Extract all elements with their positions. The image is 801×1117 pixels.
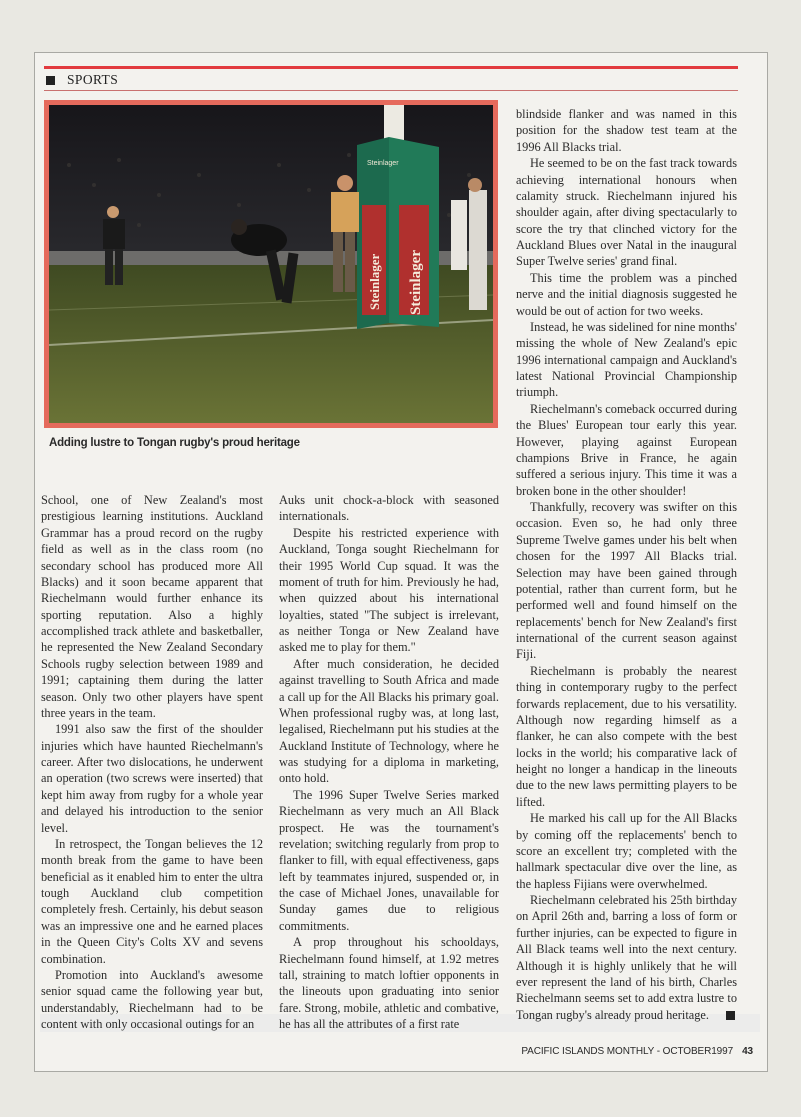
col2-paragraph: Auks unit chock-a-block with seasoned internationals. [279,493,499,524]
col3-paragraph: Thankfully, recovery was swifter on this occasion. Even so, he had only three Supreme Twelve games under his belt when chosen for the 1997 All Blacks trial. Selection may have been gained through potential, rather than current form, but he performed well and found himself on the replacements' bench for New Zealand's first international of the current season against Fiji. [516,500,737,662]
page-number: 43 [742,1046,753,1057]
article-column-2 [279,492,499,1032]
photo-frame [44,100,498,428]
end-mark-icon [726,1011,735,1020]
col3-paragraph: This time the problem was a pinched nerve and the initial diagnosis suggested he would be out of action for two weeks. [516,270,737,318]
col3-paragraph: Riechelmann's comeback occurred during the Blues' European tour early this year. However, playing against European champions Brive in France, he again suffered a serious injury. This time it was a broken bone in the other shoulder! [516,401,737,498]
col3-paragraph: Instead, he was sidelined for nine months' missing the whole of New Zealand's epic 1996 international campaign and Auckland's latest National Provincial Championship triumph. [516,319,737,400]
goalpost-brand-top: Steinlager [367,160,399,167]
col1-paragraph: In retrospect, the Tongan believes the 12 month break from the game to have been beneficial as it enabled him to enter the ultra tough Auckland club competition completely fresh. Certainly, his debut season was an impressive one and he earned places in the Queen City's Colts XV and sevens combination. [41,836,263,966]
col1-paragraph: School, one of New Zealand's most prestigious learning institutions. Auckland Grammar has a proud record on the rugby field as well as in the class room (no secondary school has produced more All Blacks) and it soon became apparent that Riechelmann would further enhance its sporting reputation. Also a highly accomplished track athlete and basketballer, he represented the New Zealand Secondary Schools rugby selection between 1989 and 1991; captaining them during the latter season. Only two other players have spent three years in the team. [41,493,263,720]
col1-paragraph: Promotion into Auckland's awesome senior squad came the following year but, understandably, Riechelmann had to be content with only occasional outings for an [41,967,263,1031]
col2-paragraph: Despite his restricted experience with Auckland, Tonga sought Riechelmann for their 1995 World Cup squad. It was the moment of truth for him. Previously he had, when quizzed about his international loyalties, stated "The subject is irrelevant, as neither Tonga or New Zealand have asked me to play for them." [279,525,499,655]
rugby-photo [49,105,493,423]
section-label: SPORTS [67,72,119,87]
article-column-1 [41,492,263,1032]
col1-paragraph: 1991 also saw the first of the shoulder injuries which have haunted Riechelmann's career. After two dislocations, he underwent an operation (two screws were inserted) that kept him away from rugby for a whole year and delayed his introduction to the senior level. [41,722,263,835]
col3-paragraph: blindside flanker and was named in this position for the shadow test team at the 1996 All Blacks trial. [516,107,737,154]
section-header [44,72,118,88]
photo-caption: Adding lustre to Tongan rugby's proud heritage [49,437,300,449]
goalpost-brand-right: Steinlager [408,250,424,315]
footer-publication: PACIFIC ISLANDS MONTHLY - OCTOBER1997 [521,1046,734,1057]
section-rule-red [44,66,738,69]
col2-paragraph: A prop throughout his schooldays, Riechelmann found himself, at 1.92 metres tall, straining to match loftier opponents in the lineouts upon graduating into senior fare. Strong, mobile, athletic and combative, he has all the attributes of a first rate [279,935,499,1031]
goalpost-brand-left: Steinlager [367,253,382,310]
section-rule-thin [44,90,738,91]
touch-judge-figure [331,175,359,292]
col3-paragraph: He seemed to be on the fast track towards achieving international honours when calamity struck. Riechelmann injured his shoulder again, after diving spectacularly to score the try that clinched victory for the Auckland Blues over Natal in the inaugural Super Twelve series' grand final. [516,156,737,269]
col3-paragraph: He marked his call up for the All Blacks by coming off the replacements' bench to score an excellent try; completed with the hallmark spectacular dive over the line, as the hapless Fijians were overwhelmed. [516,811,737,891]
col3-final-text: Riechelmann celebrated his 25th birthday on April 26th and, barring a loss of form or further injuries, can be expected to figure in All Black teams well into the next century. Although it is highly unlikely that he will ever represent the land of his birth, Charles Riechelmann seems set to add extra lustre to Tongan rugby's already proud heritage. [516,893,737,1022]
page-footer [521,1046,753,1057]
col2-paragraph: After much consideration, he decided against travelling to South Africa and made a call up for the All Blacks his primary goal. When professional rugby was, at long last, legalised, Riechelmann put his studies at the Auckland Institute of Technology, where he was studying for a diploma in marketing, onto hold. [279,656,499,786]
section-square-icon [46,76,55,85]
col2-paragraph: The 1996 Super Twelve Series marked Riechelmann as very much an All Black prospect. He was the tournament's revelation; switching regularly from prop to flanker to fill, with equal effectiveness, gaps left by teammates injured, suspended or, in the case of Michael Jones, unavailable for Sunday games due to religious commitments. [279,787,499,933]
rugby-photo-illustration [49,105,493,423]
article-column-3 [516,106,737,1023]
col3-paragraph: Riechelmann is probably the nearest thing in contemporary rugby to the perfect forwards replacement, due to his versatility. Although now regarding himself as a flanker, he can also compete with the best locks in the world; his comparative lack of height no longer a handicap in the lineouts due to the new laws permitting players to be lifted. [516,663,737,809]
col3-paragraph-last [516,892,737,1023]
